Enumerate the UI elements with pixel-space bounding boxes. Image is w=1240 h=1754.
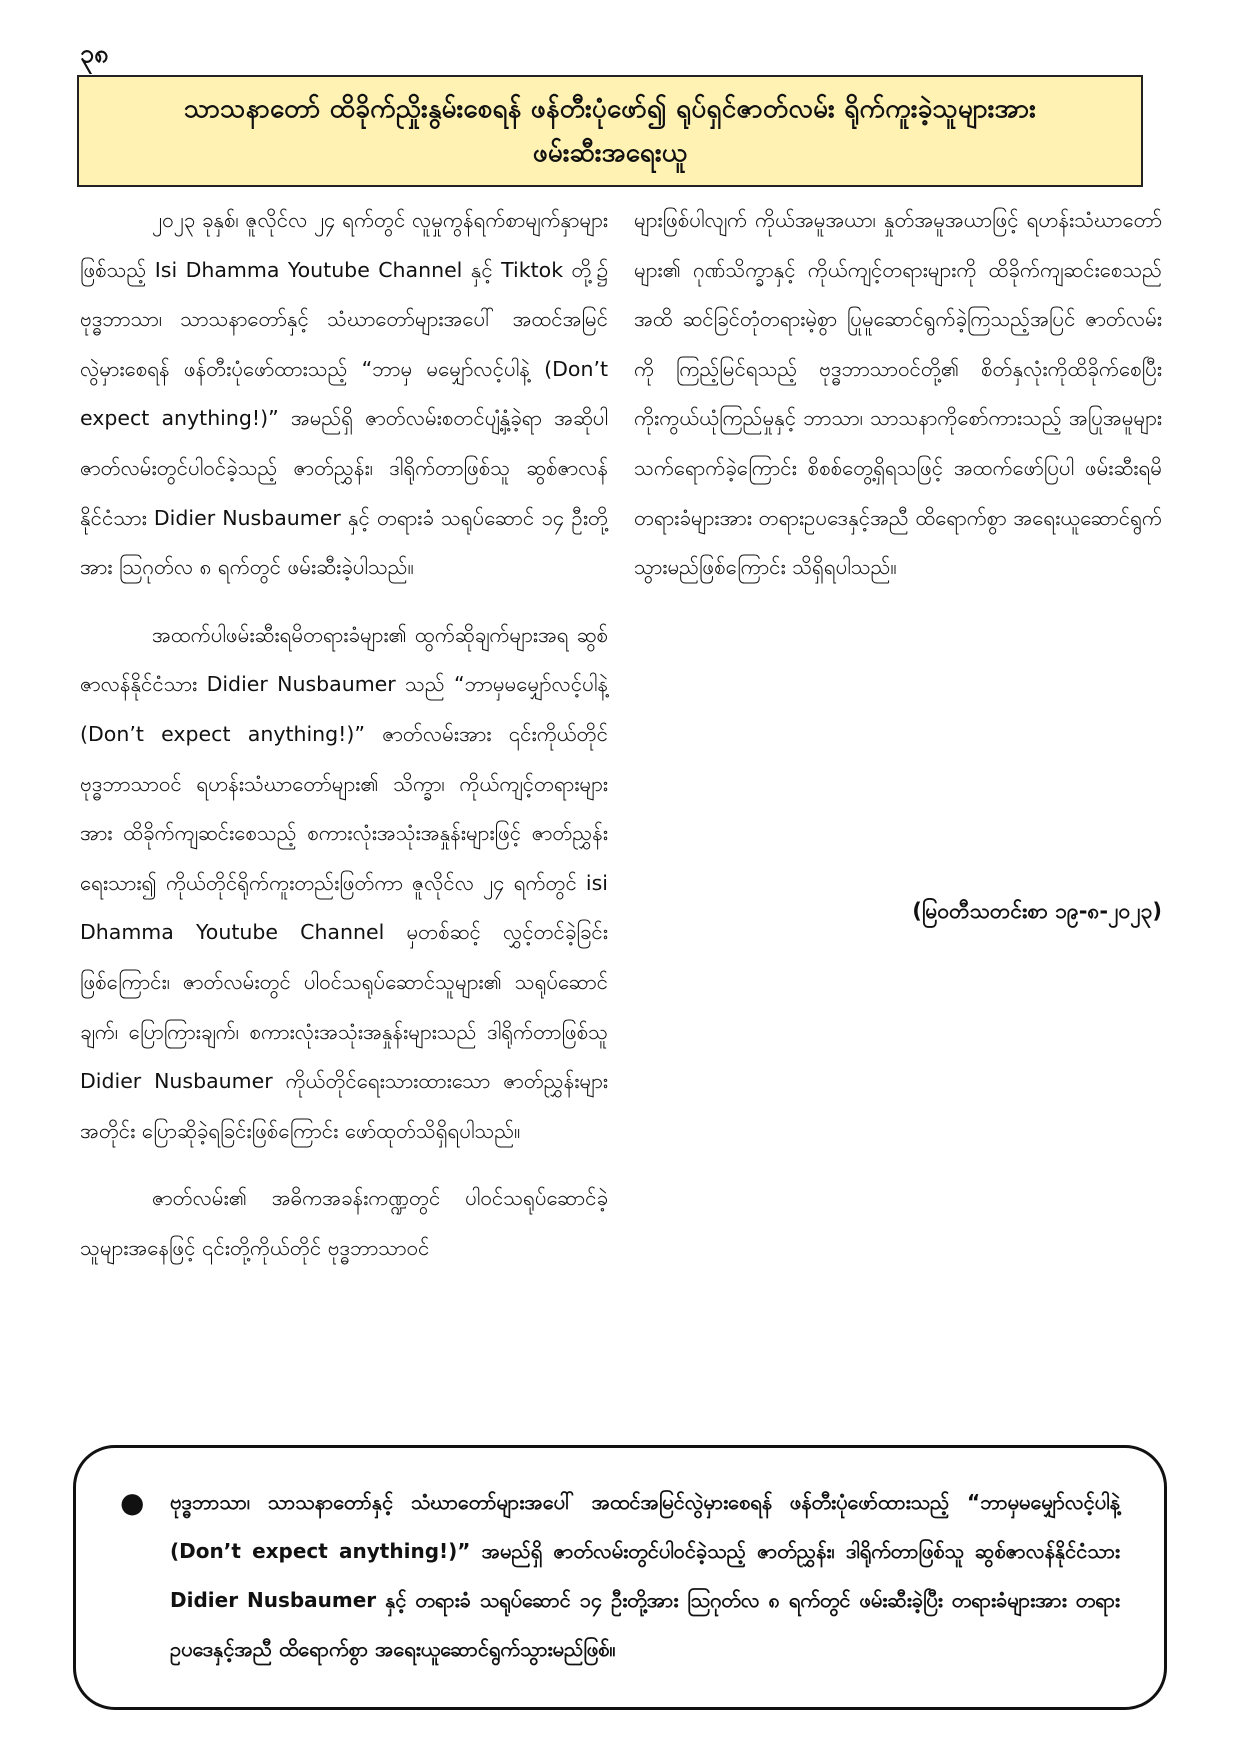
bullet-icon: ●	[120, 1486, 145, 1519]
paragraph-3: ဇာတ်လမ်း၏ အဓိကအခန်းကဏ္ဍတွင် ပါဝင်သရုပ်ဆောင်ခဲ့သူများအနေဖြင့် ၎င်းတို့ကိုယ်တိုင် ဗုဒ္ဓဘာသာဝင်	[80, 1186, 608, 1260]
title-line-1: သာသနာတော် ထိခိုက်ညှိုးနွမ်းစေရန် ဖန်တီးပုံဖော်၍ ရုပ်ရှင်ဇာတ်လမ်း ရိုက်ကူးခဲ့သူများအား	[184, 94, 1036, 124]
left-column	[80, 196, 608, 1291]
paragraph-2: အထက်ပါဖမ်းဆီးရမိတရားခံများ၏ ထွက်ဆိုချက်များအရ ဆွစ်ဇာလန်နိုင်ငံသား Didier Nusbaumer သည် “ဘာမှမမျှော်လင့်ပါနဲ့ (Don’t expect anything!)” ဇာတ်လမ်းအား ၎င်းကိုယ်တိုင် ဗုဒ္ဓဘာသာဝင် ရဟန်းသံဃာတော်များ၏ သိက္ခာ၊ ကိုယ်ကျင့်တရားများအား ထိခိုက်ကျဆင်းစေသည့် စကားလုံးအသုံးအနှုန်းများဖြင့် ဇာတ်ညွှန်းရေးသား၍ ကိုယ်တိုင်ရိုက်ကူးတည်းဖြတ်ကာ ဇူလိုင်လ ၂၄ ရက်တွင် isi Dhamma Youtube Channel မှတစ်ဆင့် လွှင့်တင်ခဲ့ခြင်းဖြစ်ကြောင်း၊ ဇာတ်လမ်းတွင် ပါဝင်သရုပ်ဆောင်သူများ၏ သရုပ်ဆောင်ချက်၊ ပြောကြားချက်၊ စကားလုံးအသုံးအနှုန်းများသည် ဒါရိုက်တာဖြစ်သူ Didier Nusbaumer ကိုယ်တိုင်ရေးသားထားသော ဇာတ်ညွှန်းများအတိုင်း ပြောဆိုခဲ့ရခြင်းဖြစ်ကြောင်း ဖော်ထုတ်သိရှိရပါသည်။	[80, 622, 608, 1143]
page-number: ၃၈	[80, 39, 109, 68]
summary-box	[73, 1445, 1167, 1710]
title-box	[77, 75, 1143, 187]
source-citation: (မြဝတီသတင်းစာ ၁၉-၈-၂၀၂၃)	[912, 899, 1162, 923]
summary-text: ဗုဒ္ဓဘာသာ၊ သာသနာတော်နှင့် သံဃာတော်များအပေါ် အထင်အမြင်လွဲမှားစေရန် ဖန်တီးပုံဖော်ထားသည့် “ဘာမှမမျှော်လင့်ပါနဲ့ (Don’t expect anything!)” အမည်ရှိ ဇာတ်လမ်းတွင်ပါဝင်ခဲ့သည့် ဇာတ်ညွှန်း၊ ဒါရိုက်တာဖြစ်သူ ဆွစ်ဇာလန်နိုင်ငံသား Didier Nusbaumer နှင့် တရားခံ သရုပ်ဆောင် ၁၄ ဦးတို့အား ဩဂုတ်လ ၈ ရက်တွင် ဖမ်းဆီးခဲ့ပြီး တရားခံများအား တရားဥပဒေနှင့်အညီ ထိရောက်စွာ အရေးယူဆောင်ရွက်သွားမည်ဖြစ်။	[170, 1490, 1120, 1661]
paragraph-1: ၂၀၂၃ ခုနှစ်၊ ဇူလိုင်လ ၂၄ ရက်တွင် လူမှုကွန်ရက်စာမျက်နှာများဖြစ်သည့် Isi Dhamma Youtube Channel နှင့် Tiktok တို့၌ ဗုဒ္ဓဘာသာ၊ သာသနာတော်နှင့် သံဃာတော်များအပေါ် အထင်အမြင်လွဲမှားစေရန် ဖန်တီးပုံဖော်ထားသည့် “ဘာမှ မမျှော်လင့်ပါနဲ့ (Don’t expect anything!)” အမည်ရှိ ဇာတ်လမ်းစတင်ပျံ့နှံ့ခဲ့ရာ အဆိုပါဇာတ်လမ်းတွင်ပါဝင်ခဲ့သည့် ဇာတ်ညွှန်း၊ ဒါရိုက်တာဖြစ်သူ ဆွစ်ဇာလန်နိုင်ငံသား Didier Nusbaumer နှင့် တရားခံ သရုပ်ဆောင် ၁၄ ဦးတို့အား ဩဂုတ်လ ၈ ရက်တွင် ဖမ်းဆီးခဲ့ပါသည်။	[80, 208, 608, 580]
title-line-2: ဖမ်းဆီးအရေးယူ	[532, 138, 688, 168]
right-column	[634, 196, 1162, 611]
summary-item	[120, 1478, 1120, 1674]
paragraph-3-continued: များဖြစ်ပါလျက် ကိုယ်အမူအယာ၊ နှုတ်အမူအယာဖြင့် ရဟန်းသံဃာတော်များ၏ ဂုဏ်သိက္ခာနှင့် ကိုယ်ကျင့်တရားများကို ထိခိုက်ကျဆင်းစေသည်အထိ ဆင်ခြင်တုံတရားမဲ့စွာ ပြုမူဆောင်ရွက်ခဲ့ကြသည့်အပြင် ဇာတ်လမ်းကို ကြည့်မြင်ရသည့် ဗုဒ္ဓဘာသာဝင်တို့၏ စိတ်နှလုံးကိုထိခိုက်စေပြီး ကိုးကွယ်ယုံကြည်မှုနှင့် ဘာသာ၊ သာသနာကိုစော်ကားသည့် အပြုအမူများ သက်ရောက်ခဲ့ကြောင်း စိစစ်တွေ့ရှိရသဖြင့် အထက်ဖော်ပြပါ ဖမ်းဆီးရမိတရားခံများအား တရားဥပဒေနှင့်အညီ ထိရောက်စွာ အရေးယူဆောင်ရွက်သွားမည်ဖြစ်ကြောင်း သိရှိရပါသည်။	[634, 208, 1162, 580]
